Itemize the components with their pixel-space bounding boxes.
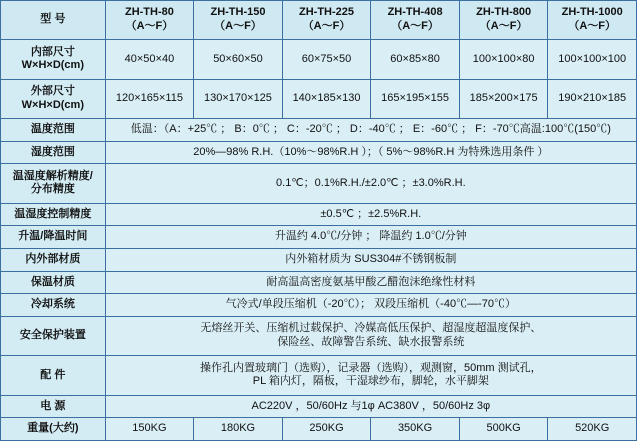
model-column-5 [459,1,548,40]
cell-outer-dim-5: 185×200×175 [459,79,548,118]
row-label-power-supply: 电 源 [1,395,106,418]
row-label-temperature-range: 温度范围 [1,118,106,141]
table-row-resolution-accuracy [1,164,637,203]
cell-weight-3: 250KG [282,418,371,441]
table-row-temperature-range [1,118,637,141]
cell-outer-dim-6: 190×210×185 [548,79,637,118]
model-name: ZH-TH-80 [124,6,174,19]
row-label-line2: W×H×D(cm) [21,98,84,111]
cell-outer-dim-2: 130×170×125 [194,79,283,118]
cell-resolution-accuracy: 0.1℃；0.1%R.H./±2.0℃ ；±3.0%R.H. [105,164,636,203]
model-name: ZH-TH-225 [299,6,355,19]
row-label-safety-devices: 安全保护装置 [1,316,106,355]
cell-humidity-range: 20%—98% R.H.（10%～98%R.H ）；（ 5%～98%R.H 为特殊选用条件 ） [105,141,636,164]
table-row-humidity-range [1,141,637,164]
cell-outer-dim-4: 165×195×155 [371,79,460,118]
model-column-1 [105,1,194,40]
table-row-control-accuracy [1,203,637,226]
cell-safety-devices [105,316,636,355]
row-label-insulation-material: 保温材质 [1,271,106,294]
cell-outer-dim-1: 120×165×115 [105,79,194,118]
row-label-inner-dimensions [1,40,106,79]
row-label-outer-dimensions [1,79,106,118]
cell-line2: PL 箱内灯，隔板，干湿球纱布，脚轮，水平脚架 [252,375,489,388]
cell-power-supply: AC220V ，50/60Hz 与1φ AC380V ，50/60Hz 3φ [105,395,636,418]
model-column-3 [282,1,371,40]
cell-control-accuracy: ±0.5℃ ；±2.5%R.H. [105,203,636,226]
cell-inner-dim-6: 100×100×100 [548,40,637,79]
table-header-row [1,1,637,40]
row-label-humidity-range: 湿度范围 [1,141,106,164]
table-row-insulation-material [1,271,637,294]
cell-inner-dim-5: 100×100×80 [459,40,548,79]
header-label-model: 型 号 [1,1,106,40]
cell-cooling-system: 气冷式/单段压缩机（-20℃）； 双段压缩机（-40℃—-70℃） [105,294,636,317]
cell-weight-4: 350KG [371,418,460,441]
model-name: ZH-TH-408 [387,6,443,19]
cell-shell-material: 内外箱材质为 SUS304#不锈钢板制 [105,248,636,271]
model-name: ZH-TH-1000 [561,6,623,19]
table-row-accessories [1,356,637,395]
model-name: ZH-TH-800 [476,6,532,19]
row-label-line2: 分布精度 [30,183,75,196]
row-label-accessories: 配 件 [1,356,106,395]
cell-inner-dim-3: 60×75×50 [282,40,371,79]
model-sub: （A～F） [302,20,351,33]
model-column-4 [371,1,460,40]
cell-weight-5: 500KG [459,418,548,441]
cell-inner-dim-1: 40×50×40 [105,40,194,79]
row-label-heating-cooling-time: 升温/降温时间 [1,226,106,249]
cell-line1: 无熔丝开关、压缩机过载保护、冷媒高低压保护、超湿度超温度保护、 [200,322,542,335]
cell-weight-2: 180KG [194,418,283,441]
cell-accessories [105,356,636,395]
cell-weight-6: 520KG [548,418,637,441]
cell-inner-dim-4: 60×85×80 [371,40,460,79]
model-sub: （A～F） [391,20,439,33]
table-row-outer-dimensions [1,79,637,118]
cell-insulation-material: 耐高温高密度氨基甲酸乙醋泡沫绝缘性材料 [105,271,636,294]
row-label-shell-material: 内外部材质 [1,248,106,271]
cell-inner-dim-2: 50×60×50 [194,40,283,79]
table-row-power-supply [1,395,637,418]
model-sub: （A～F） [125,20,174,33]
row-label-resolution-accuracy [1,164,106,203]
model-sub: （A～F） [479,20,528,33]
cell-line1: 操作孔内置玻璃门（选购），记录器（选购），观测窗，50mm 测试孔， [200,361,542,374]
row-label-line1: 温湿度解析精度/ [12,169,93,182]
model-column-2 [194,1,283,40]
model-name: ZH-TH-150 [210,6,266,19]
row-label-line1: 内部尺寸 [30,45,75,58]
table-row-safety-devices [1,316,637,355]
model-column-6 [548,1,637,40]
model-sub: （A～F） [214,20,262,33]
table-row-shell-material [1,248,637,271]
table-row-heating-cooling-time [1,226,637,249]
row-label-line1: 外部尺寸 [30,85,75,98]
table-row-inner-dimensions [1,40,637,79]
table-row-weight [1,418,637,441]
row-label-control-accuracy: 温湿度控制精度 [1,203,106,226]
row-label-weight: 重量(大约) [1,418,106,441]
model-sub: （A～F） [568,20,617,33]
row-label-cooling-system: 冷却系统 [1,294,106,317]
cell-temperature-range: 低温：（A：+25℃ ； B：0℃ ； C：-20℃ ； D：-40℃ ； E：-60℃ ； F：-70℃高温:100℃(150℃) [105,118,636,141]
cell-line2: 保险丝、故障警告系统、缺水报警系统 [277,336,465,349]
row-label-line2: W×H×D(cm) [21,59,84,72]
cell-weight-1: 150KG [105,418,194,441]
table-row-cooling-system [1,294,637,317]
cell-outer-dim-3: 140×185×130 [282,79,371,118]
cell-heating-cooling-time: 升温约 4.0℃/分钟 ； 降温约 1.0℃/分钟 [105,226,636,249]
